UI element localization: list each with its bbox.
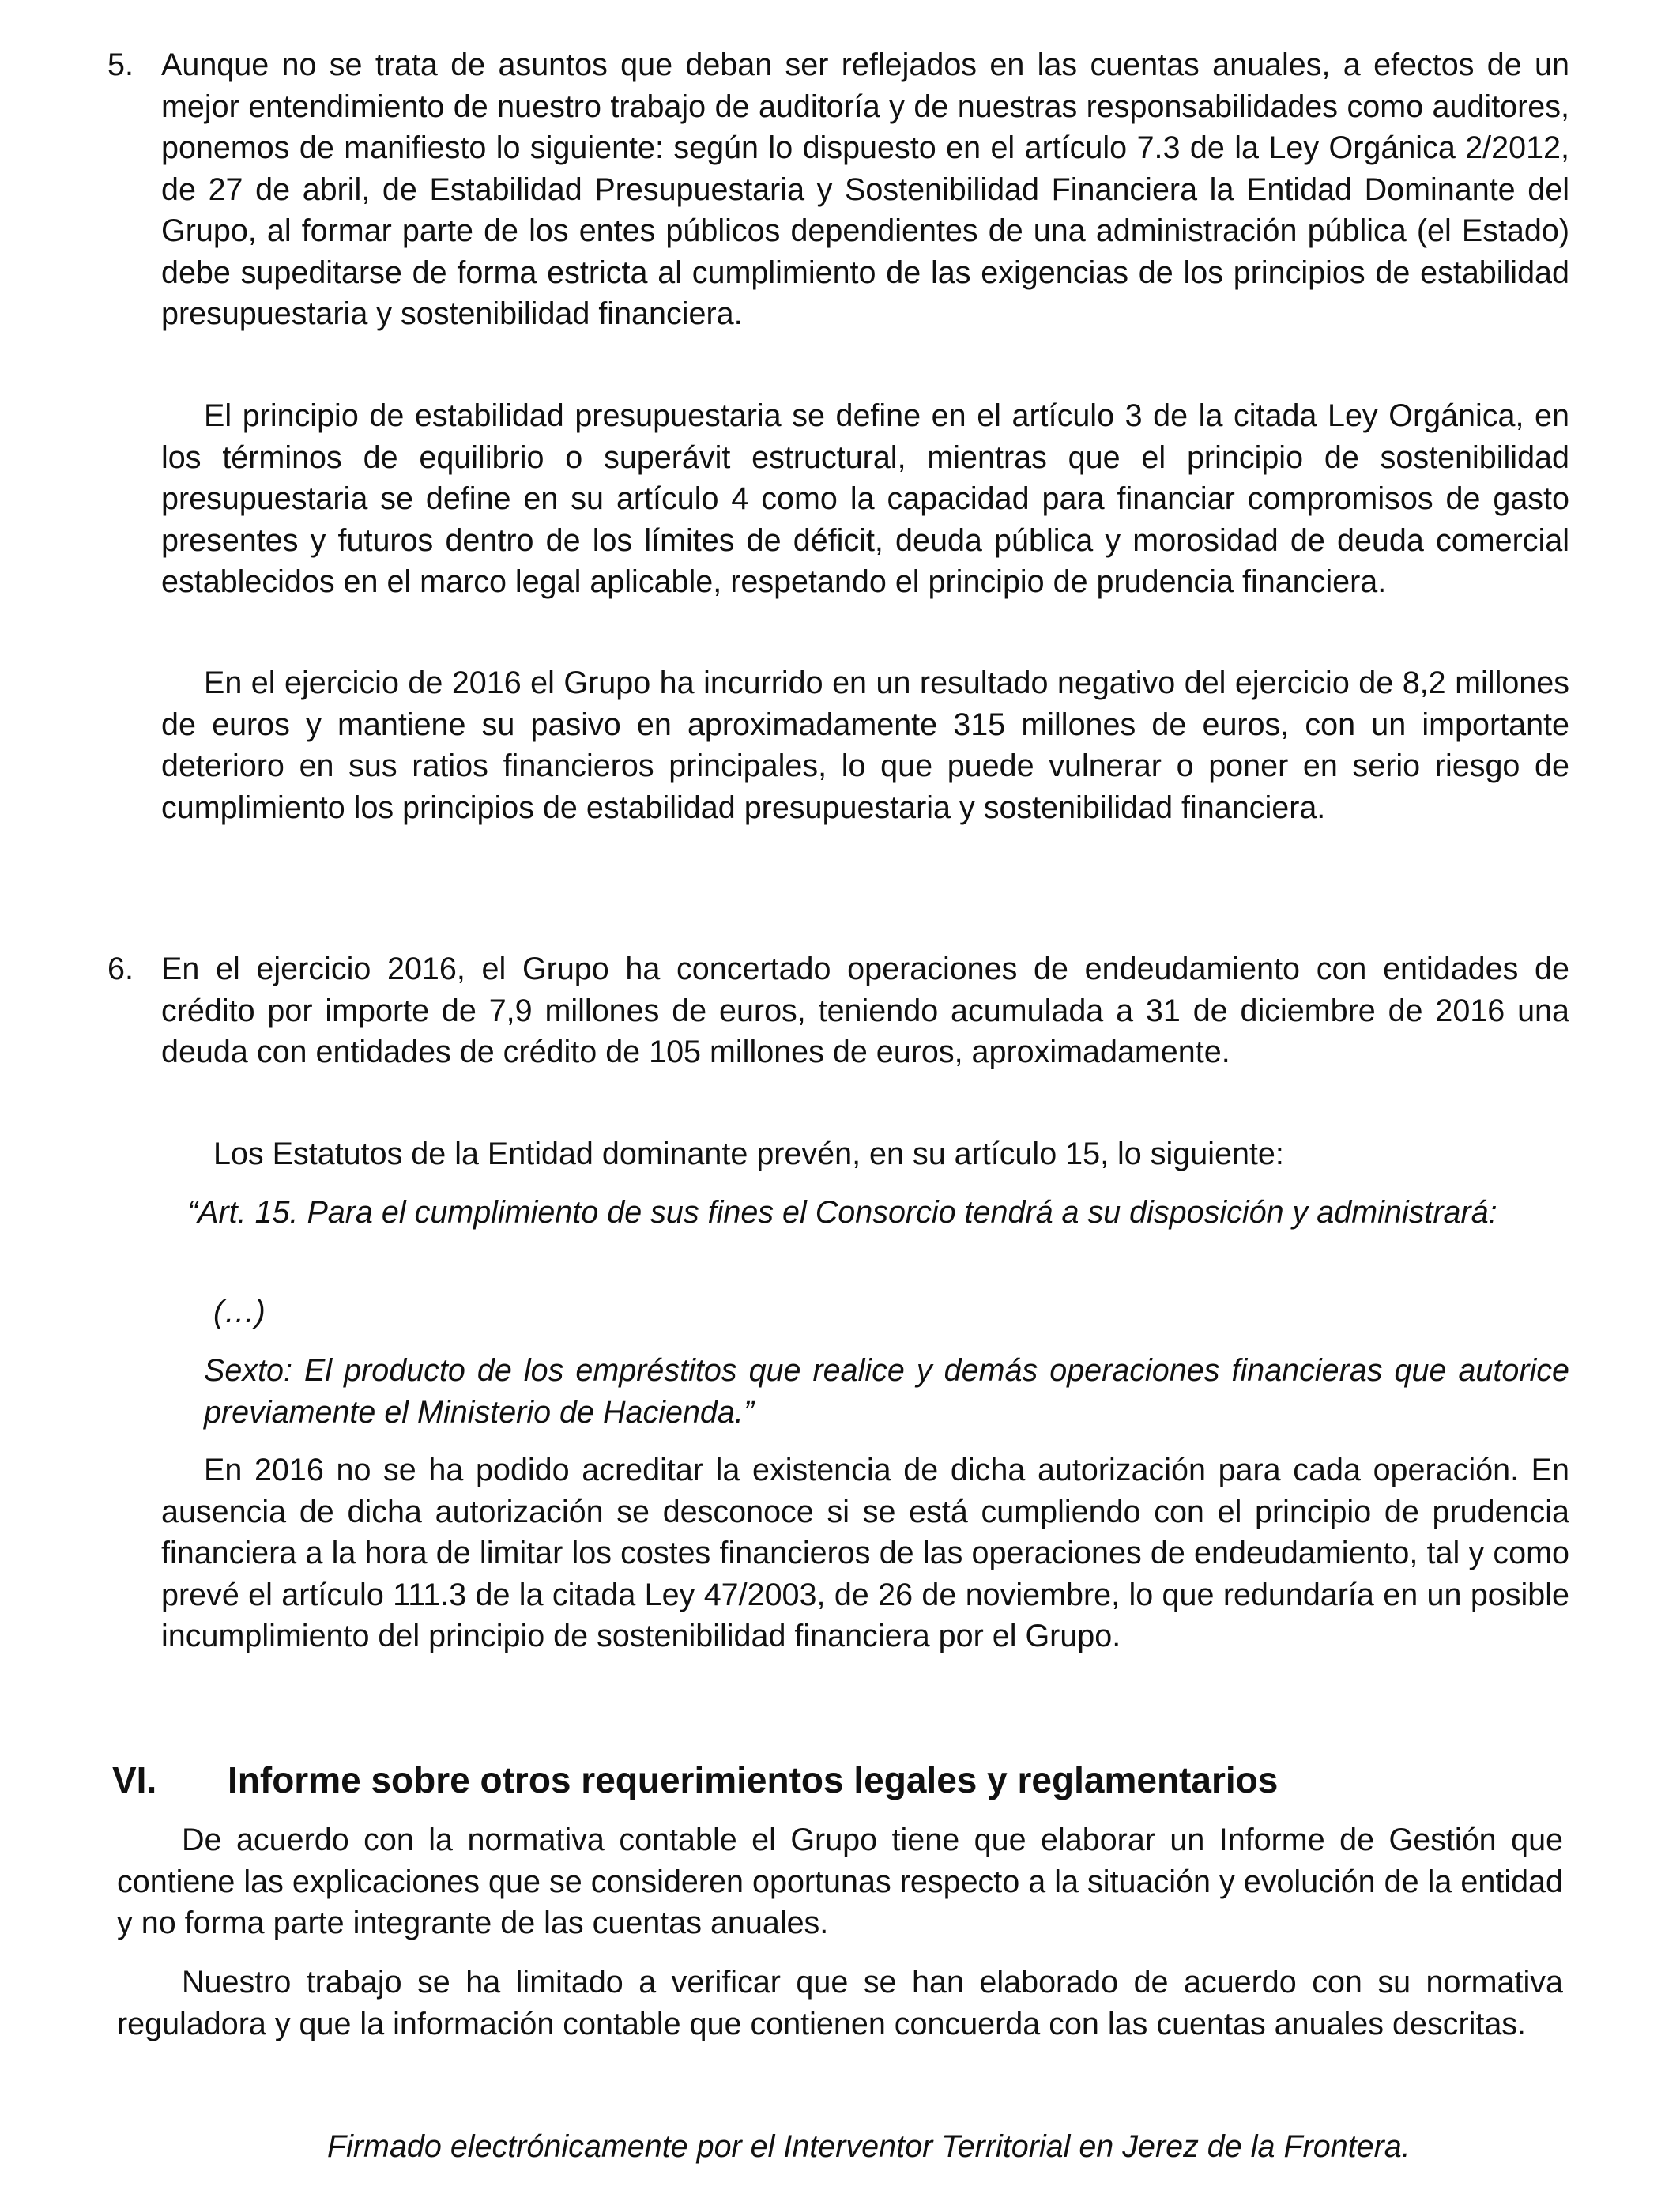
- item-5-paragraph-1: Aunque no se trata de asuntos que deban ser reflejados en las cuentas anuales, a efectos de un mejor entendimiento de nuestro trabajo de auditoría y de nuestras responsabilidades como auditores, ponemos de manifiesto lo siguiente: según lo dispuesto en el artículo 7.3 de la Ley Orgánica 2/2012, de 27 de abril, de Estabilidad Presupuestaria y Sostenibilidad Financiera la Entidad Dominante del Grupo, al formar parte de los entes públicos dependientes de una administración pública (el Estado) debe supeditarse de forma estricta al cumplimiento de las exigencias de los principios de estabilidad presupuestaria y sostenibilidad financiera.: [161, 47, 1569, 331]
- section-paragraph-1: De acuerdo con la normativa contable el Grupo tiene que elaborar un Informe de Gestión que contiene las explicaciones que se consideren oportunas respecto a la situación y evolución de la entidad y no forma parte integrante de las cuentas anuales.: [117, 1823, 1563, 1940]
- section-number: VI.: [112, 1759, 157, 1800]
- item-6-paragraph-1: En el ejercicio 2016, el Grupo ha concertado operaciones de endeudamiento con entidades de crédito por importe de 7,9 millones de euros, teniendo acumulada a 31 de diciembre de 2016 una deuda con entidades de crédito de 105 millones de euros, aproximadamente.: [161, 952, 1569, 1069]
- item-5-paragraph-3: En el ejercicio de 2016 el Grupo ha incurrido en un resultado negativo del ejercicio de 8,2 millones de euros y mantiene su pasivo en aproximadamente 315 millones de euros, con un importante deterioro en sus ratios financieros principales, lo que puede vulnerar o poner en serio riesgo de cumplimiento los principios de estabilidad presupuestaria y sostenibilidad financiera.: [161, 665, 1569, 825]
- item-6-paragraph-final: En 2016 no se ha podido acreditar la existencia de dicha autorización para cada operación. En ausencia de dicha autorización se desconoce si se está cumpliendo con el principio de prudencia financiera a la hora de limitar los costes financieros de las operaciones de endeudamiento, tal y como prevé el artículo 111.3 de la citada Ley 47/2003, de 26 de noviembre, lo que redundaría en un posible incumplimiento del principio de sostenibilidad financiera por el Grupo.: [161, 1453, 1569, 1653]
- item-6-quote-ellipsis: (…): [213, 1295, 266, 1329]
- item-number-5: 5.: [107, 47, 134, 82]
- item-6-statutes-intro: Los Estatutos de la Entidad dominante prevén, en su artículo 15, lo siguiente:: [213, 1137, 1284, 1171]
- section-title: Informe sobre otros requerimientos legales y reglamentarios: [228, 1759, 1279, 1800]
- item-5-paragraph-2: El principio de estabilidad presupuestaria se define en el artículo 3 de la citada Ley Orgánica, en los términos de equilibrio o superávit estructural, mientras que el principio de sostenibilidad presupuestaria se define en su artículo 4 como la capacidad para financiar compromisos de gasto presentes y futuros dentro de los límites de déficit, deuda pública y morosidad de deuda comercial establecidos en el marco legal aplicable, respetando el principio de prudencia financiera.: [161, 398, 1569, 599]
- section-paragraph-2: Nuestro trabajo se ha limitado a verificar que se han elaborado de acuerdo con su normativa reguladora y que la información contable que contienen concuerda con las cuentas anuales descritas.: [117, 1965, 1563, 2041]
- item-number-6: 6.: [107, 952, 134, 986]
- item-6-quote-article: “Art. 15. Para el cumplimiento de sus fines el Consorcio tendrá a su disposición y administrará:: [187, 1195, 1497, 1230]
- item-6-quote-sexto: Sexto: El producto de los empréstitos que realice y demás operaciones financieras que autorice previamente el Ministerio de Hacienda.”: [204, 1353, 1569, 1430]
- electronic-signature-note: Firmado electrónicamente por el Interventor Territorial en Jerez de la Frontera.: [327, 2129, 1411, 2164]
